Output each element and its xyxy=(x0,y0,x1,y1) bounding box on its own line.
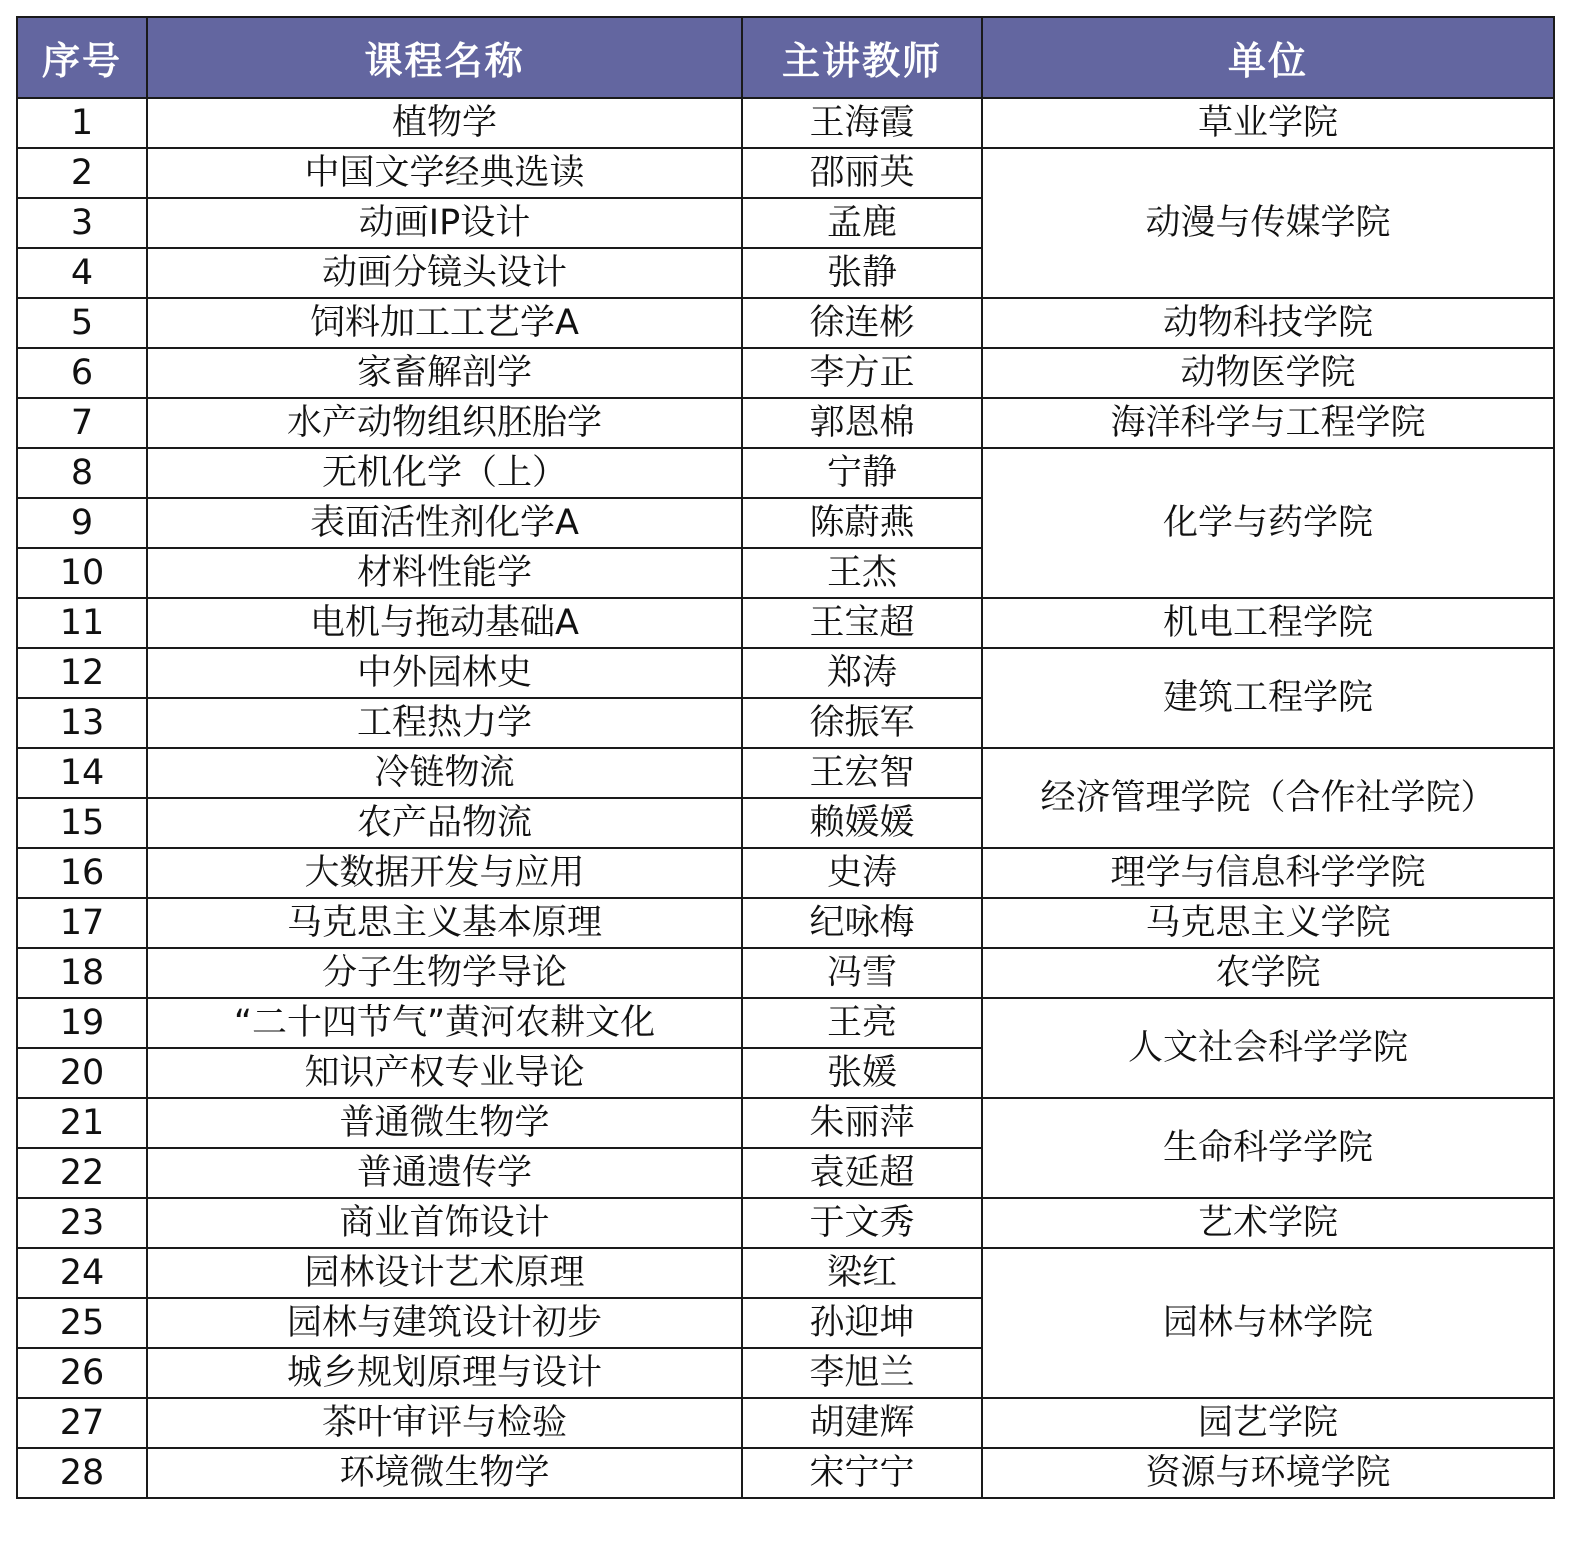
serial-number-cell: 20 xyxy=(17,1048,147,1098)
unit-cell: 建筑工程学院 xyxy=(982,648,1554,748)
table-row xyxy=(17,98,1554,148)
course-name-cell: 动画IP设计 xyxy=(147,198,742,248)
table-row xyxy=(17,298,1554,348)
serial-number-cell: 15 xyxy=(17,798,147,848)
course-name-cell: 大数据开发与应用 xyxy=(147,848,742,898)
serial-number-cell: 26 xyxy=(17,1348,147,1398)
course-name-cell: 冷链物流 xyxy=(147,748,742,798)
course-name-cell: “二十四节气”黄河农耕文化 xyxy=(147,998,742,1048)
lecturer-cell: 梁红 xyxy=(742,1248,982,1298)
lecturer-cell: 邵丽英 xyxy=(742,148,982,198)
lecturer-cell: 王宏智 xyxy=(742,748,982,798)
table-row xyxy=(17,598,1554,648)
course-name-cell: 电机与拖动基础A xyxy=(147,598,742,648)
course-name-cell: 植物学 xyxy=(147,98,742,148)
unit-cell: 马克思主义学院 xyxy=(982,898,1554,948)
course-name-cell: 中国文学经典选读 xyxy=(147,148,742,198)
course-name-cell: 园林与建筑设计初步 xyxy=(147,1298,742,1348)
table-row xyxy=(17,1198,1554,1248)
unit-cell: 化学与药学院 xyxy=(982,448,1554,598)
serial-number-cell: 18 xyxy=(17,948,147,998)
course-name-cell: 分子生物学导论 xyxy=(147,948,742,998)
course-name-cell: 城乡规划原理与设计 xyxy=(147,1348,742,1398)
table-body xyxy=(17,98,1554,1498)
lecturer-cell: 徐连彬 xyxy=(742,298,982,348)
course-name-cell: 表面活性剂化学A xyxy=(147,498,742,548)
serial-number-cell: 4 xyxy=(17,248,147,298)
lecturer-cell: 孙迎坤 xyxy=(742,1298,982,1348)
header-unit: 单位 xyxy=(982,17,1554,98)
serial-number-cell: 11 xyxy=(17,598,147,648)
serial-number-cell: 24 xyxy=(17,1248,147,1298)
serial-number-cell: 2 xyxy=(17,148,147,198)
course-name-cell: 水产动物组织胚胎学 xyxy=(147,398,742,448)
lecturer-cell: 宋宁宁 xyxy=(742,1448,982,1498)
unit-cell: 理学与信息科学学院 xyxy=(982,848,1554,898)
serial-number-cell: 17 xyxy=(17,898,147,948)
course-name-cell: 普通微生物学 xyxy=(147,1098,742,1148)
table-row xyxy=(17,1398,1554,1448)
unit-cell: 草业学院 xyxy=(982,98,1554,148)
table-row xyxy=(17,948,1554,998)
serial-number-cell: 6 xyxy=(17,348,147,398)
lecturer-cell: 于文秀 xyxy=(742,1198,982,1248)
lecturer-cell: 李方正 xyxy=(742,348,982,398)
course-name-cell: 材料性能学 xyxy=(147,548,742,598)
lecturer-cell: 郭恩棉 xyxy=(742,398,982,448)
course-name-cell: 茶叶审评与检验 xyxy=(147,1398,742,1448)
unit-cell: 资源与环境学院 xyxy=(982,1448,1554,1498)
table-row xyxy=(17,648,1554,698)
table-row xyxy=(17,748,1554,798)
serial-number-cell: 16 xyxy=(17,848,147,898)
serial-number-cell: 27 xyxy=(17,1398,147,1448)
serial-number-cell: 13 xyxy=(17,698,147,748)
course-table xyxy=(16,16,1555,1499)
course-name-cell: 知识产权专业导论 xyxy=(147,1048,742,1098)
table-row xyxy=(17,348,1554,398)
serial-number-cell: 12 xyxy=(17,648,147,698)
course-name-cell: 家畜解剖学 xyxy=(147,348,742,398)
course-name-cell: 园林设计艺术原理 xyxy=(147,1248,742,1298)
lecturer-cell: 史涛 xyxy=(742,848,982,898)
course-name-cell: 普通遗传学 xyxy=(147,1148,742,1198)
course-name-cell: 农产品物流 xyxy=(147,798,742,848)
lecturer-cell: 袁延超 xyxy=(742,1148,982,1198)
header-serial-number: 序号 xyxy=(17,17,147,98)
unit-cell: 机电工程学院 xyxy=(982,598,1554,648)
lecturer-cell: 陈蔚燕 xyxy=(742,498,982,548)
course-name-cell: 环境微生物学 xyxy=(147,1448,742,1498)
course-name-cell: 无机化学（上） xyxy=(147,448,742,498)
lecturer-cell: 冯雪 xyxy=(742,948,982,998)
serial-number-cell: 10 xyxy=(17,548,147,598)
serial-number-cell: 7 xyxy=(17,398,147,448)
serial-number-cell: 8 xyxy=(17,448,147,498)
serial-number-cell: 9 xyxy=(17,498,147,548)
course-name-cell: 工程热力学 xyxy=(147,698,742,748)
course-name-cell: 马克思主义基本原理 xyxy=(147,898,742,948)
serial-number-cell: 22 xyxy=(17,1148,147,1198)
lecturer-cell: 徐振军 xyxy=(742,698,982,748)
lecturer-cell: 宁静 xyxy=(742,448,982,498)
serial-number-cell: 23 xyxy=(17,1198,147,1248)
lecturer-cell: 王宝超 xyxy=(742,598,982,648)
course-name-cell: 饲料加工工艺学A xyxy=(147,298,742,348)
lecturer-cell: 张媛 xyxy=(742,1048,982,1098)
table-row xyxy=(17,898,1554,948)
unit-cell: 动物医学院 xyxy=(982,348,1554,398)
lecturer-cell: 郑涛 xyxy=(742,648,982,698)
table-row xyxy=(17,848,1554,898)
lecturer-cell: 朱丽萍 xyxy=(742,1098,982,1148)
table-row xyxy=(17,398,1554,448)
header-lecturer: 主讲教师 xyxy=(742,17,982,98)
unit-cell: 动物科技学院 xyxy=(982,298,1554,348)
table-row xyxy=(17,1448,1554,1498)
course-name-cell: 动画分镜头设计 xyxy=(147,248,742,298)
serial-number-cell: 3 xyxy=(17,198,147,248)
table-row xyxy=(17,148,1554,198)
table-header xyxy=(17,17,1554,98)
lecturer-cell: 王杰 xyxy=(742,548,982,598)
lecturer-cell: 王亮 xyxy=(742,998,982,1048)
header-course-name: 课程名称 xyxy=(147,17,742,98)
lecturer-cell: 李旭兰 xyxy=(742,1348,982,1398)
header-row xyxy=(17,17,1554,98)
serial-number-cell: 25 xyxy=(17,1298,147,1348)
lecturer-cell: 赖媛媛 xyxy=(742,798,982,848)
unit-cell: 园林与林学院 xyxy=(982,1248,1554,1398)
table-row xyxy=(17,998,1554,1048)
lecturer-cell: 胡建辉 xyxy=(742,1398,982,1448)
course-name-cell: 中外园林史 xyxy=(147,648,742,698)
serial-number-cell: 21 xyxy=(17,1098,147,1148)
unit-cell: 海洋科学与工程学院 xyxy=(982,398,1554,448)
unit-cell: 艺术学院 xyxy=(982,1198,1554,1248)
lecturer-cell: 张静 xyxy=(742,248,982,298)
unit-cell: 动漫与传媒学院 xyxy=(982,148,1554,298)
serial-number-cell: 14 xyxy=(17,748,147,798)
table-row xyxy=(17,1248,1554,1298)
unit-cell: 人文社会科学学院 xyxy=(982,998,1554,1098)
serial-number-cell: 1 xyxy=(17,98,147,148)
table-row xyxy=(17,1098,1554,1148)
course-name-cell: 商业首饰设计 xyxy=(147,1198,742,1248)
lecturer-cell: 纪咏梅 xyxy=(742,898,982,948)
lecturer-cell: 孟鹿 xyxy=(742,198,982,248)
unit-cell: 农学院 xyxy=(982,948,1554,998)
serial-number-cell: 19 xyxy=(17,998,147,1048)
table-row xyxy=(17,448,1554,498)
unit-cell: 经济管理学院（合作社学院） xyxy=(982,748,1554,848)
serial-number-cell: 28 xyxy=(17,1448,147,1498)
unit-cell: 园艺学院 xyxy=(982,1398,1554,1448)
unit-cell: 生命科学学院 xyxy=(982,1098,1554,1198)
lecturer-cell: 王海霞 xyxy=(742,98,982,148)
serial-number-cell: 5 xyxy=(17,298,147,348)
